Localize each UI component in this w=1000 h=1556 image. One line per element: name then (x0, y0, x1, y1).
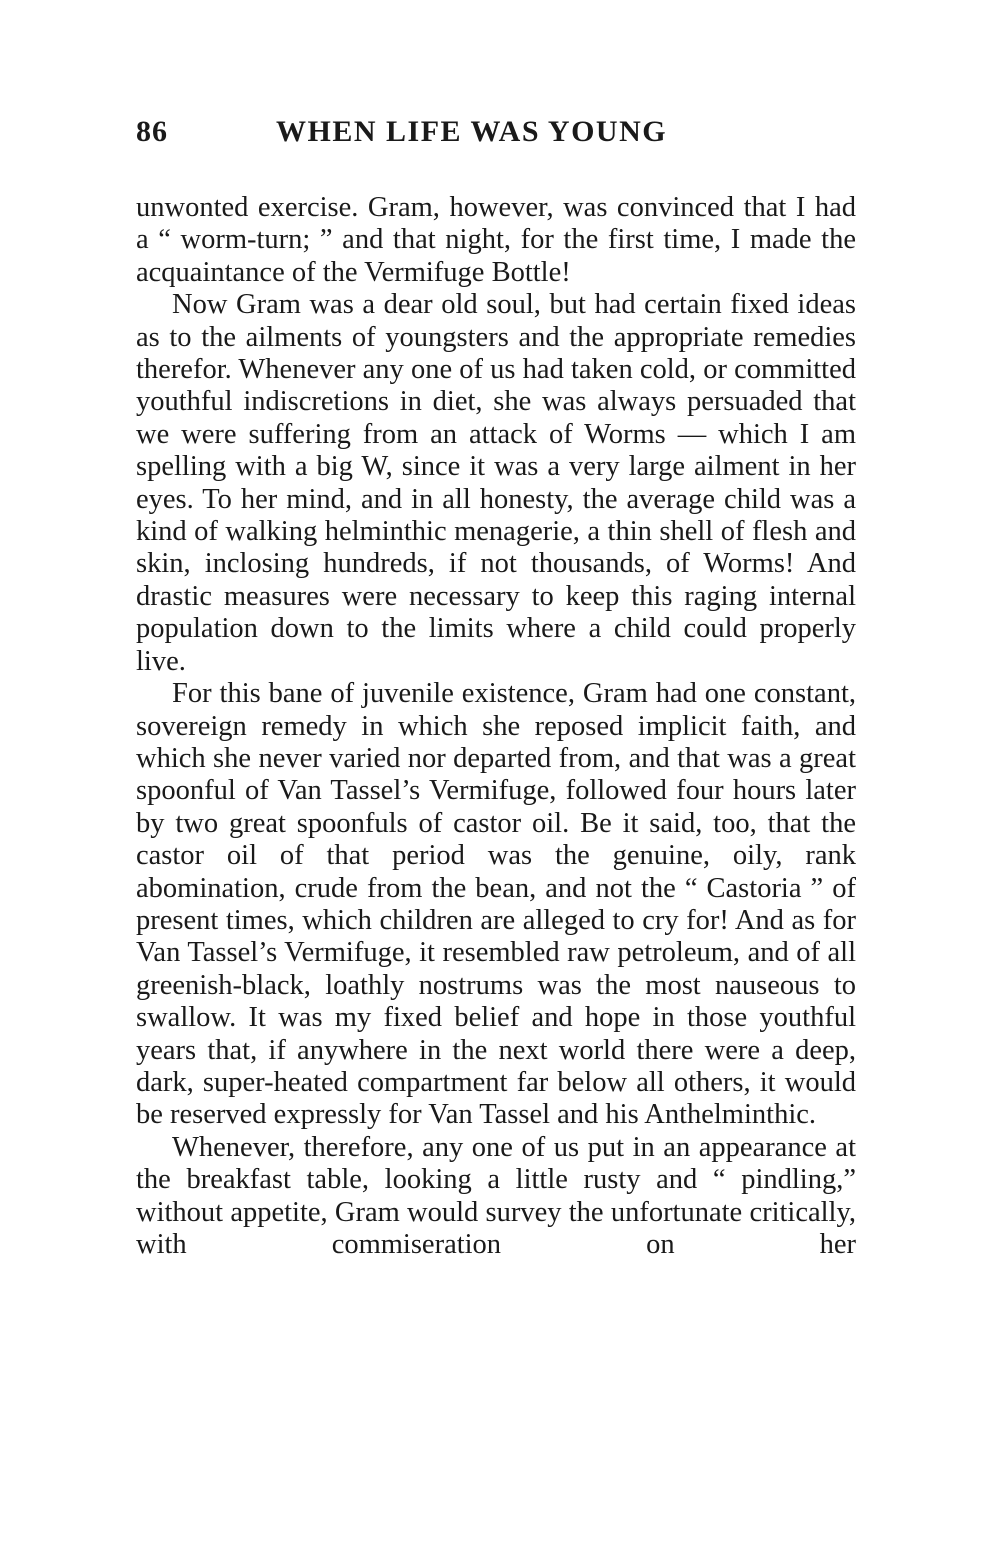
paragraph-continued: unwonted exercise. Gram, however, was convinced that I had a “ worm-turn; ” and that night, for the first time, I made the acquaintance of the Vermifuge Bottle! (136, 192, 856, 288)
paragraph-breakfast-table: Whenever, therefore, any one of us put in an appearance at the breakfast table, looking a little rusty and “ pindling,” without appetite, Gram would survey the unfortunate critically, with commiseration on her (136, 1131, 856, 1260)
page-number: 86 (136, 115, 168, 148)
running-title: WHEN LIFE WAS YOUNG (276, 115, 668, 148)
paragraph-vermifuge-remedy: For this bane of juvenile existence, Gram had one constant, sovereign remedy in which she reposed implicit faith, and which she never varied nor departed from, and that was a great spoonful of Van Tassel’s Vermifuge, followed four hours later by two great spoonfuls of castor oil. Be it said, too, that the castor oil of that period was the genuine, oily, rank abomination, crude from the bean, and not the “ Castoria ” of present times, which children are alleged to cry for! And as for Van Tassel’s Vermifuge, it resembled raw petroleum, and of all greenish-black, loathly nostrums was the most nauseous to swallow. It was my fixed belief and hope in those youthful years that, if anywhere in the next world there were a deep, dark, super-heated compartment far below all others, it would be reserved expressly for Van Tassel and his Anthelminthic. (136, 678, 856, 1131)
running-head (136, 115, 856, 155)
paragraph-gram-ideas: Now Gram was a dear old soul, but had certain fixed ideas as to the ailments of youngsters and the appropriate remedies therefor. Whenever any one of us had taken cold, or committed youthful indiscretions in diet, she was always persuaded that we were suffering from an attack of Worms — which I am spelling with a big W, since it was a very large ailment in her eyes. To her mind, and in all honesty, the average child was a kind of walking helminthic menagerie, a thin shell of flesh and skin, inclosing hundreds, if not thousands, of Worms! And drastic measures were necessary to keep this raging internal population down to the limits where a child could properly live. (136, 289, 856, 677)
body-text (136, 192, 856, 1261)
